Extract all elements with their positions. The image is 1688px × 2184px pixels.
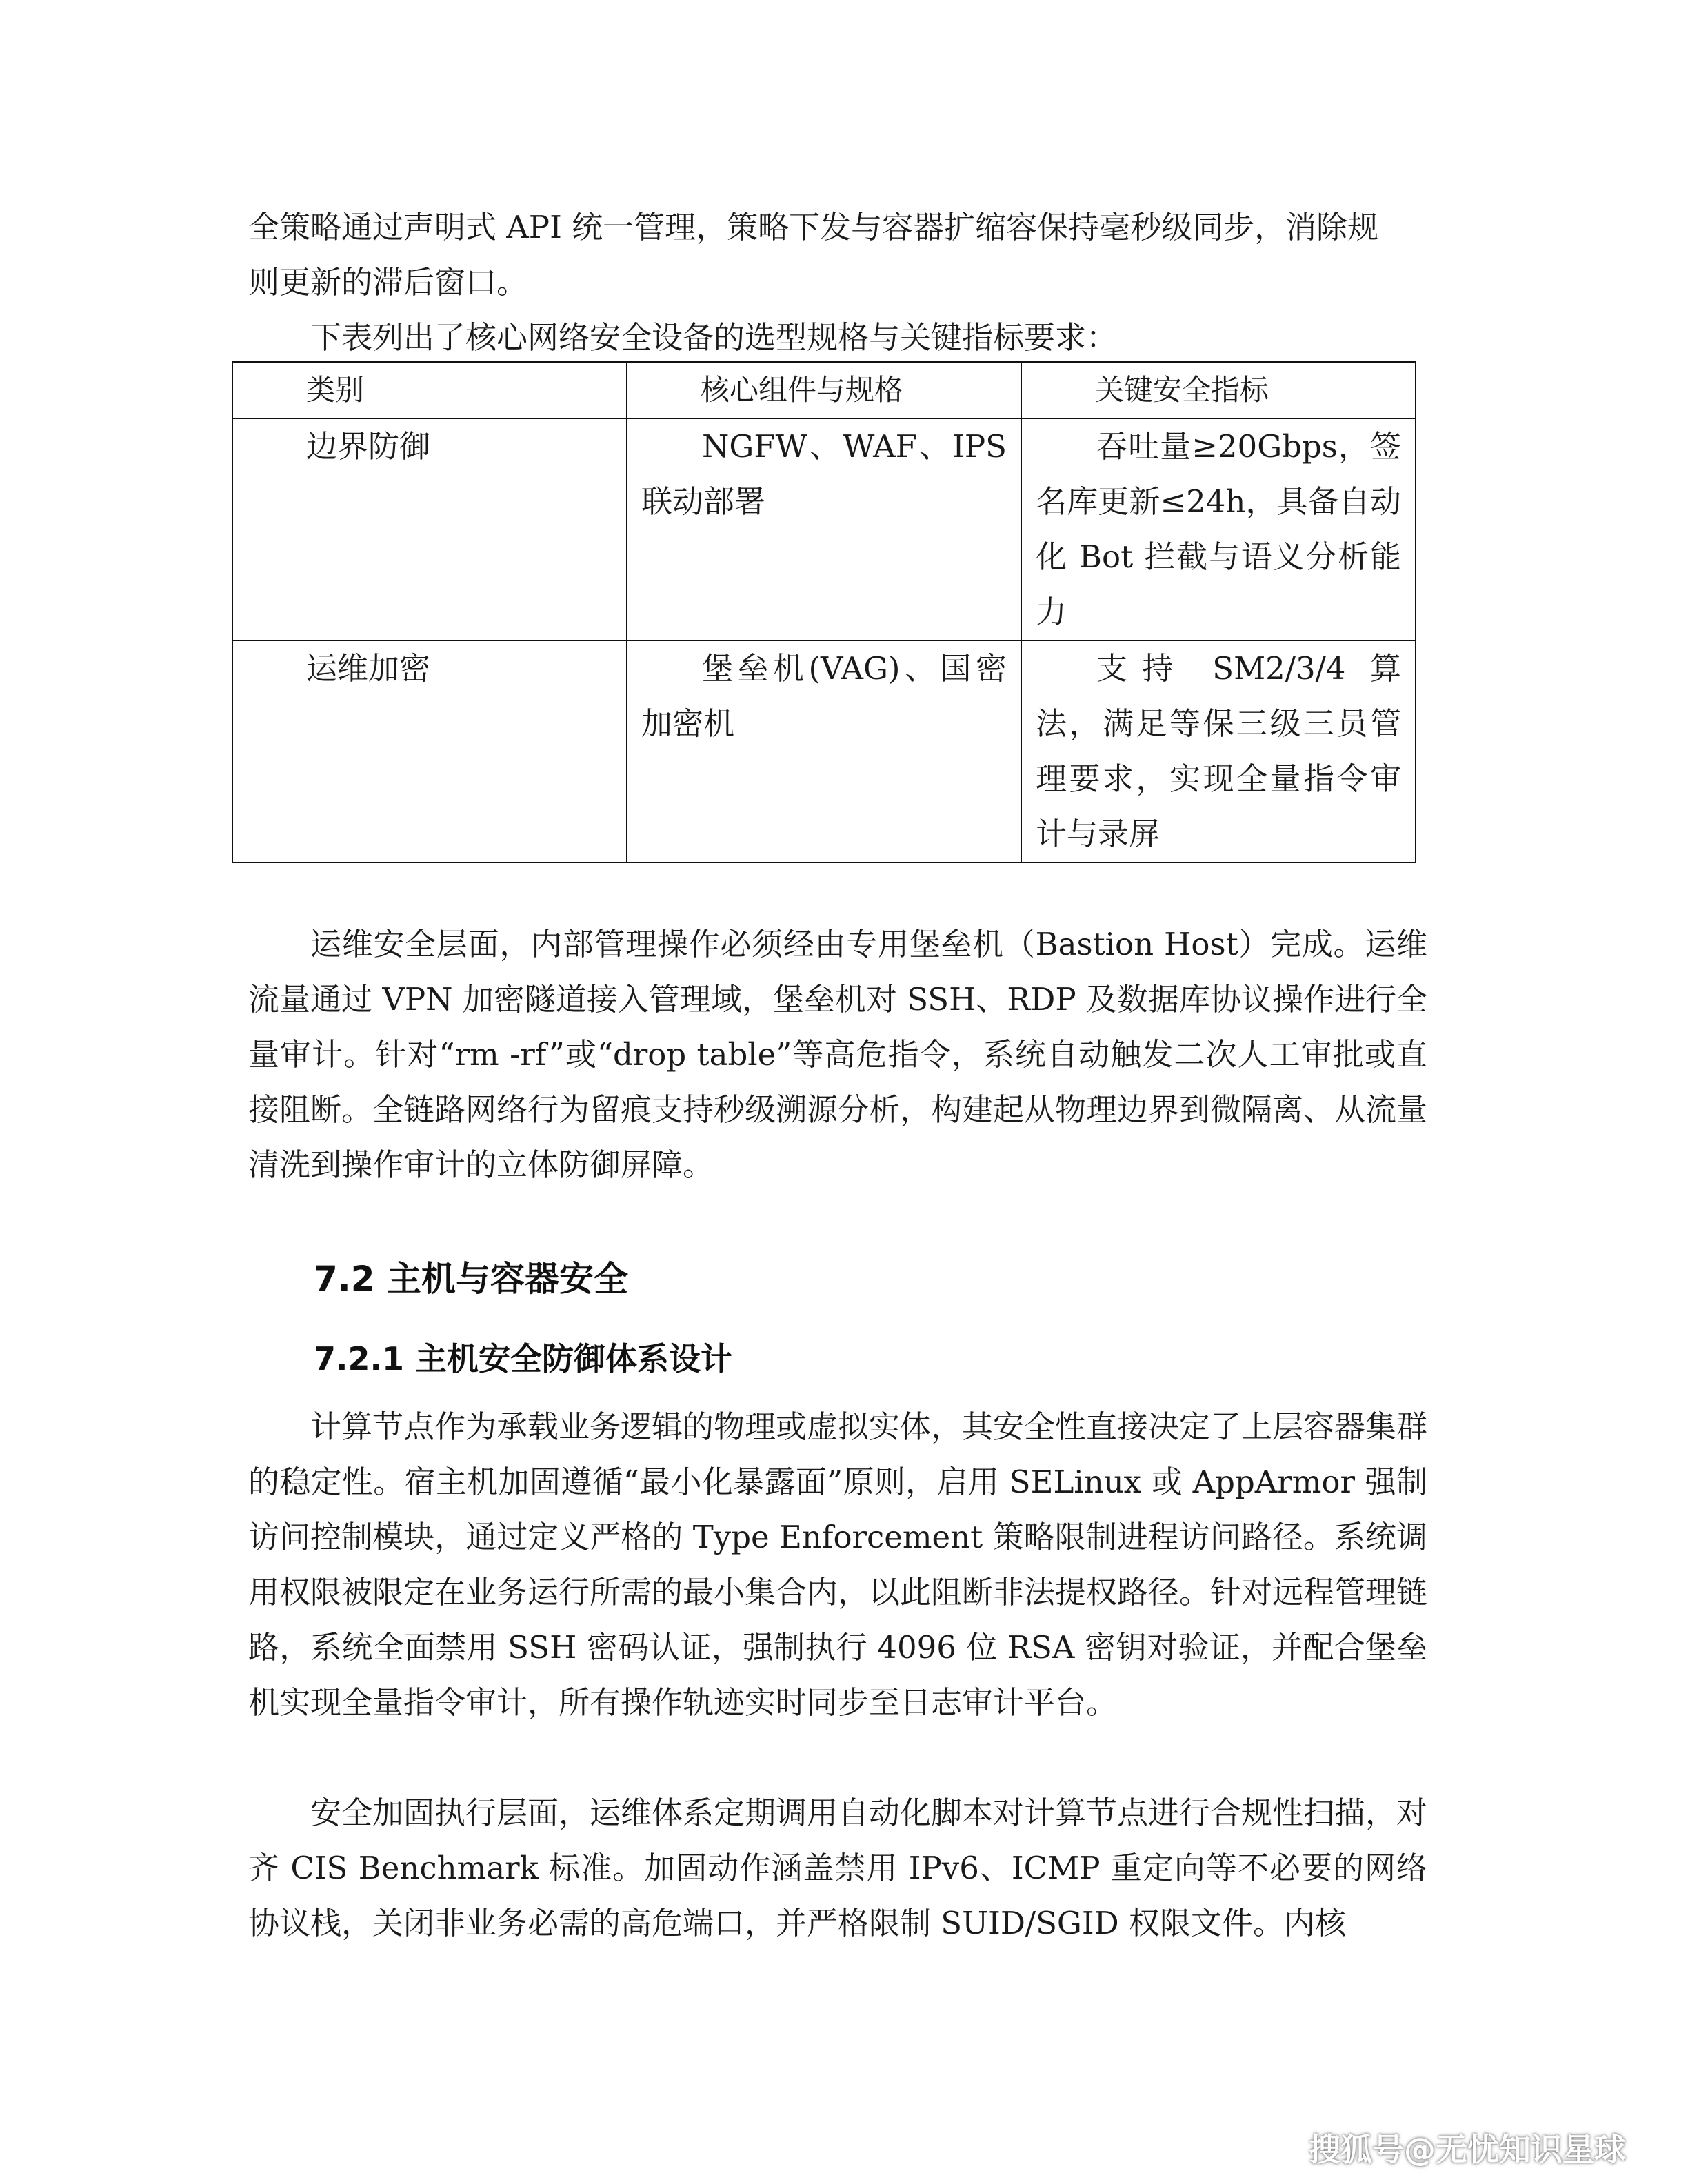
cell-category: 边界防御 [232,418,627,640]
cell-metrics: 吞吐量≥20Gbps，签名库更新≤24h，具备自动化 Bot 拦截与语义分析能力 [1021,418,1416,640]
paragraph-ops-security: 运维安全层面，内部管理操作必须经由专用堡垒机（Bastion Host）完成。运维流量通过 VPN 加密隧道接入管理域，堡垒机对 SSH、RDP 及数据库协议操作进行全量审计。针对“rm -rf”或“drop table”等高危指令，系统自动触发二次人工审批或直接阻断。全链路网络行为留痕支持秒级溯源分析，构建起从物理边界到微隔离、从流量清洗到操作审计的立体防御屏障。 [248,926,1428,1183]
text-line: 全策略通过声明式 API 统一管理，策略下发与容器扩缩容保持毫秒级同步，消除规 [248,209,1379,245]
header-category: 类别 [232,362,627,418]
watermark: 搜狐号@无忧知识星球 [1309,2131,1626,2168]
paragraph-continuation [248,200,1427,310]
cell-components: 堡垒机(VAG)、国密加密机 [627,640,1021,862]
cell-category: 运维加密 [232,640,627,862]
table-row [232,418,1416,640]
table-intro: 下表列出了核心网络安全设备的选型规格与关键指标要求： [310,319,1118,356]
header-metrics: 关键安全指标 [1021,362,1416,418]
text-line: 则更新的滞后窗口。 [248,264,528,301]
paragraph-host-security: 计算节点作为承载业务逻辑的物理或虚拟实体，其安全性直接决定了上层容器集群的稳定性。宿主机加固遵循“最小化暴露面”原则，启用 SELinux 或 AppArmor 强制访问控制模块，通过定义严格的 Type Enforcement 策略限制进程访问路径。系统调用权限被限定在业务运行所需的最小集合内，以此阻断非法提权路径。针对远程管理链路，系统全面禁用 SSH 密码认证，强制执行 4096 位 RSA 密钥对验证，并配合堡垒机实现全量指令审计，所有操作轨迹实时同步至日志审计平台。 [248,1408,1428,1721]
subsection-heading: 7.2.1 主机安全防御体系设计 [314,1340,732,1377]
cell-components: NGFW、WAF、IPS 联动部署 [627,418,1021,640]
spec-table [232,361,1416,863]
header-components: 核心组件与规格 [627,362,1021,418]
section-heading: 7.2 主机与容器安全 [314,1259,628,1299]
cell-metrics: 支持 SM2/3/4 算法，满足等保三级三员管理要求，实现全量指令审计与录屏 [1021,640,1416,862]
table-row [232,640,1416,862]
paragraph-hardening: 安全加固执行层面，运维体系定期调用自动化脚本对计算节点进行合规性扫描，对齐 CIS Benchmark 标准。加固动作涵盖禁用 IPv6、ICMP 重定向等不必要的网络协议栈，关闭非业务必需的高危端口，并严格限制 SUID/SGID 权限文件。内核 [248,1794,1428,1941]
table-header-row [232,362,1416,418]
